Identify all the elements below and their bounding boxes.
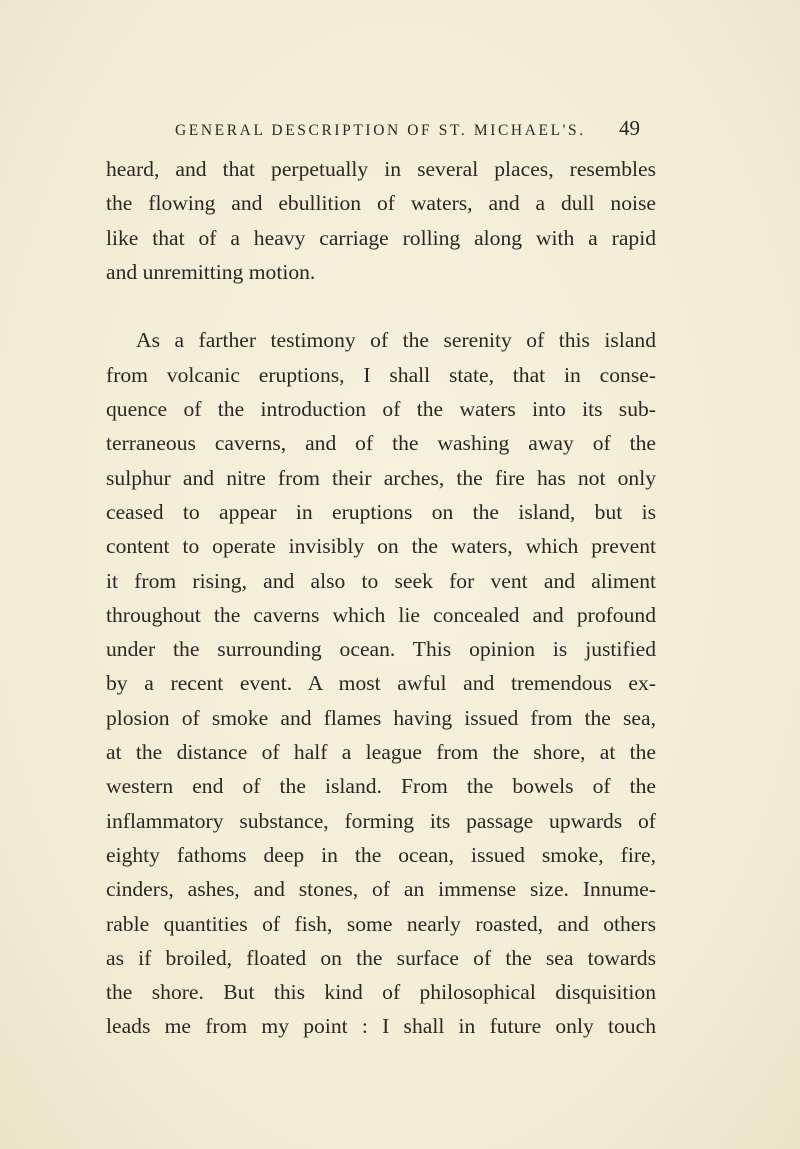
text-line: the flowing and ebullition of waters, and a dull noise <box>106 191 656 216</box>
text-line: it from rising, and also to seek for vent and aliment <box>106 568 656 593</box>
text-line: heard, and that perpetually in several places, resembles <box>106 157 656 181</box>
text-line: plosion of smoke and flames having issued from the sea, <box>106 705 656 730</box>
text-line: from volcanic eruptions, I shall state, that in conse- <box>106 362 656 387</box>
text-line: and unremitting motion. <box>106 259 316 284</box>
text-line: ceased to appear in eruptions on the island, but is <box>106 499 656 524</box>
text-line: western end of the island. From the bowels of the <box>106 774 656 799</box>
text-line: eighty fathoms deep in the ocean, issued smoke, fire, <box>106 842 656 867</box>
text-line: As a farther testimony of the serenity of this island <box>136 328 656 353</box>
text-line: rable quantities of fish, some nearly roasted, and others <box>106 911 656 936</box>
running-head-title: GENERAL DESCRIPTION OF ST. MICHAEL'S. <box>175 122 586 139</box>
paragraph-2 <box>106 323 656 1043</box>
text-line: terraneous caverns, and of the washing away of the <box>106 431 656 456</box>
paragraph-1 <box>106 152 656 289</box>
text-line: throughout the caverns which lie concealed and profound <box>106 602 656 627</box>
text-line: quence of the introduction of the waters into its sub- <box>106 397 656 422</box>
text-line: leads me from my point : I shall in future only touch <box>106 1014 656 1039</box>
page-number: 49 <box>619 116 640 140</box>
text-line: by a recent event. A most awful and tremendous ex- <box>106 671 656 696</box>
text-line: cinders, ashes, and stones, of an immense size. Innume- <box>106 877 656 902</box>
text-line: at the distance of half a league from the shore, at the <box>106 740 656 765</box>
text-line: under the surrounding ocean. This opinion is justified <box>106 637 656 662</box>
paragraph-gap <box>106 289 656 323</box>
body-text <box>106 152 656 1044</box>
text-line: content to operate invisibly on the waters, which prevent <box>106 534 656 559</box>
running-head <box>175 116 640 144</box>
text-line: sulphur and nitre from their arches, the fire has not only <box>106 465 656 490</box>
text-line: the shore. But this kind of philosophical disquisition <box>106 980 656 1005</box>
text-line: as if broiled, floated on the surface of the sea towards <box>106 945 656 970</box>
text-line: inflammatory substance, forming its passage upwards of <box>106 808 656 833</box>
text-line: like that of a heavy carriage rolling along with a rapid <box>106 225 656 250</box>
